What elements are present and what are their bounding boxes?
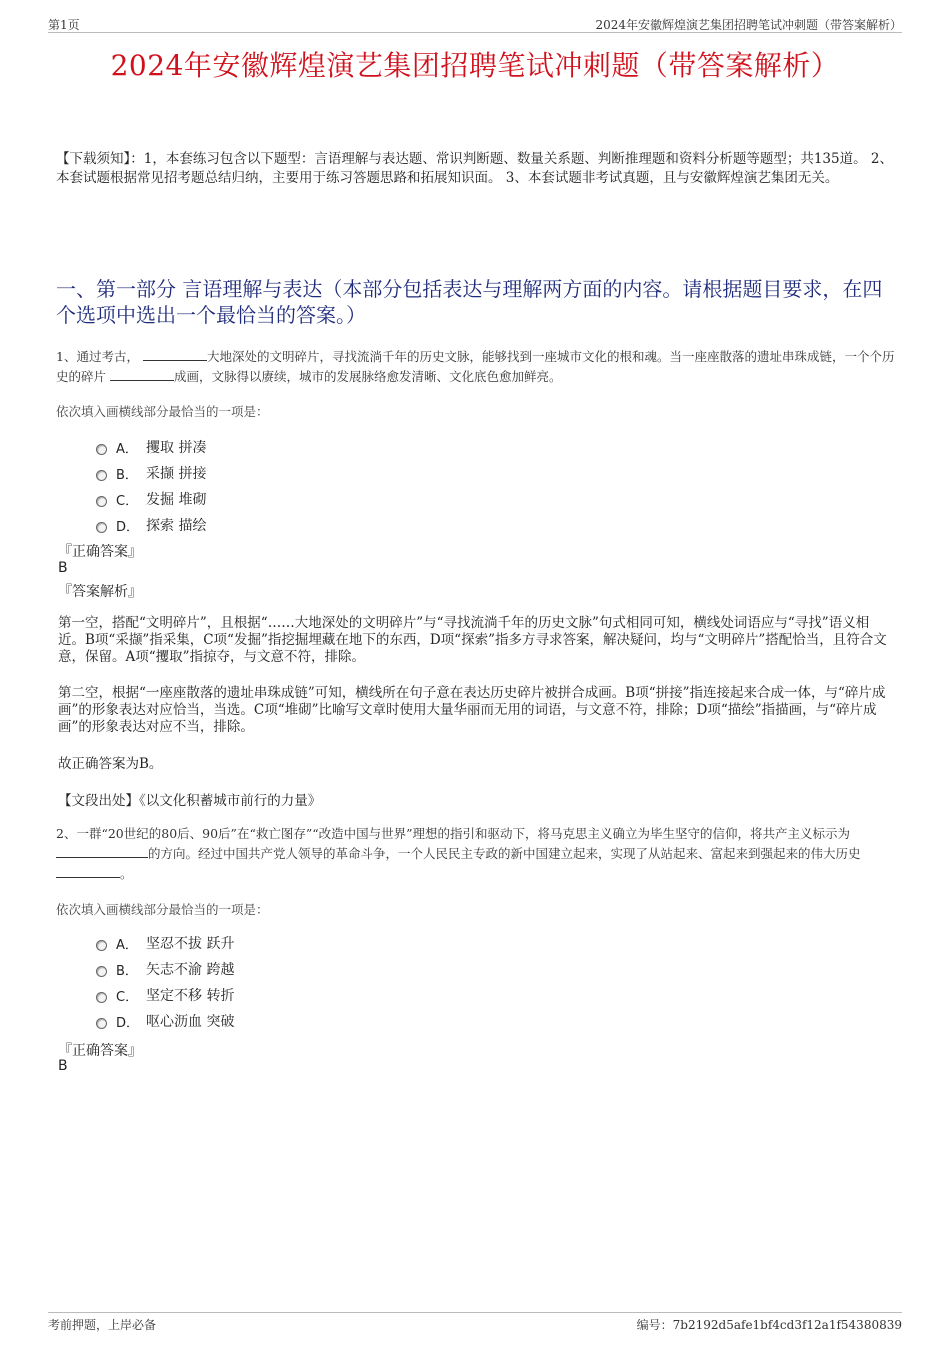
option-letter: B． <box>116 467 138 483</box>
q1-text-part: 成画，文脉得以赓续，城市的发展脉络愈发清晰、文化底色愈加鲜亮。 <box>174 369 562 384</box>
footer-serial: 编号：7b2192d5afe1bf4cd3f12a1f54380839 <box>636 1318 902 1332</box>
q1-text-part: 1、通过考古， <box>56 349 139 364</box>
radio-icon[interactable] <box>96 966 107 977</box>
question-2-stem <box>56 824 900 883</box>
analysis-label: 『答案解析』 <box>58 584 142 600</box>
radio-icon[interactable] <box>96 1018 107 1029</box>
option-letter: A． <box>116 441 138 457</box>
radio-icon[interactable] <box>96 522 107 533</box>
fill-blank <box>56 843 148 858</box>
option-d[interactable] <box>96 1008 496 1034</box>
option-text: 采撷 拼接 <box>146 466 207 482</box>
answer-value: B <box>58 1058 68 1074</box>
download-notice: 【下载须知】：1，本套练习包含以下题型：言语理解与表达题、常识判断题、数量关系题、判断推理题和资料分析题等题型；共135道。 2、本套试题根据常见招考题总结归纳，主要用于练习答题思路和拓展知识面。 3、本套试题非考试真题，且与安徽辉煌演艺集团无关。 <box>56 151 893 186</box>
fill-blank <box>110 366 174 381</box>
question-2-prompt: 依次填入画横线部分最恰当的一项是： <box>56 902 269 917</box>
page-number: 第1页 <box>48 18 80 32</box>
header-doc-title: 2024年安徽辉煌演艺集团招聘笔试冲刺题（带答案解析） <box>595 18 902 32</box>
option-text: 矢志不渝 跨越 <box>146 962 235 978</box>
option-text: 坚忍不拔 跃升 <box>146 936 235 952</box>
option-b[interactable] <box>96 460 496 486</box>
option-letter: A． <box>116 937 138 953</box>
analysis-paragraph-1: 第一空，搭配“文明碎片”，且根据“……大地深处的文明碎片”与“寻找流淌千年的历史文脉”句式相同可知，横线处词语应与“寻找”语义相近。B项“采撷”指采集，C项“发掘”指挖掘埋藏在地下的东西，D项“探索”指多方寻求答案，解决疑问，均与“文明碎片”搭配恰当，且符合文意，保留。A项“攫取”指掠夺，与文意不符，排除。 <box>58 615 887 665</box>
option-text: 攫取 拼凑 <box>146 440 207 456</box>
option-letter: C． <box>116 493 139 509</box>
option-d[interactable] <box>96 512 496 538</box>
option-c[interactable] <box>96 486 496 512</box>
question-2-options <box>96 930 496 1034</box>
option-b[interactable] <box>96 956 496 982</box>
fill-blank <box>56 863 120 878</box>
q2-text-part: 2、一群“20世纪的80后、90后”在“救亡图存”“改造中国与世界”理想的指引和驱动下，将马克思主义确立为毕生坚守的信仰，将共产主义标示为 <box>56 826 851 841</box>
option-letter: B． <box>116 963 138 979</box>
radio-icon[interactable] <box>96 940 107 951</box>
option-text: 坚定不移 转折 <box>146 988 235 1004</box>
answer-label: 『正确答案』 <box>58 1043 142 1059</box>
page-footer <box>48 1312 902 1332</box>
radio-icon[interactable] <box>96 444 107 455</box>
radio-icon[interactable] <box>96 992 107 1003</box>
q1-text-part: 大地深处的文明碎片，寻找流淌千年的历史文脉，能够找到一座城市文化的根和魂。当一座座散落的遗址串珠成链，一个个历史的碎片 <box>56 349 895 384</box>
analysis-paragraph-2: 第二空，根据“一座座散落的遗址串珠成链”可知，横线所在句子意在表达历史碎片被拼合成画。B项“拼接”指连接起来合成一体，与“碎片成画”的形象表达对应恰当，当选。C项“堆砌”比喻写文章时使用大量华丽而无用的词语，与文意不符，排除；D项“描绘”指描画，与“碎片成画”的形象表达对应不当，排除。 <box>58 685 886 735</box>
passage-source: 【文段出处】《以文化积蓄城市前行的力量》 <box>58 793 322 809</box>
analysis-conclusion: 故正确答案为B。 <box>58 756 163 772</box>
option-letter: C． <box>116 989 139 1005</box>
fill-blank <box>143 346 207 361</box>
page-header <box>48 14 902 33</box>
section-heading: 一、第一部分 言语理解与表达（本部分包括表达与理解两方面的内容。请根据题目要求，在四个选项中选出一个最恰当的答案。） <box>56 277 883 327</box>
radio-icon[interactable] <box>96 496 107 507</box>
q2-text-part: 。 <box>120 866 133 881</box>
document-title: 2024年安徽辉煌演艺集团招聘笔试冲刺题（带答案解析） <box>110 49 840 82</box>
question-1-stem <box>56 346 900 386</box>
radio-icon[interactable] <box>96 470 107 481</box>
option-a[interactable] <box>96 434 496 460</box>
option-a[interactable] <box>96 930 496 956</box>
option-text: 发掘 堆砌 <box>146 492 207 508</box>
footer-slogan: 考前押题，上岸必备 <box>48 1318 157 1332</box>
question-1-options <box>96 434 496 538</box>
option-letter: D． <box>116 519 140 535</box>
answer-value: B <box>58 560 68 576</box>
q2-text-part: 的方向。经过中国共产党人领导的革命斗争，一个人民民主专政的新中国建立起来，实现了从站起来、富起来到强起来的伟大历史 <box>148 846 861 861</box>
option-text: 呕心沥血 突破 <box>146 1014 235 1030</box>
answer-label: 『正确答案』 <box>58 544 142 560</box>
option-c[interactable] <box>96 982 496 1008</box>
question-1-prompt: 依次填入画横线部分最恰当的一项是： <box>56 404 269 419</box>
option-letter: D． <box>116 1015 140 1031</box>
option-text: 探索 描绘 <box>146 518 207 534</box>
